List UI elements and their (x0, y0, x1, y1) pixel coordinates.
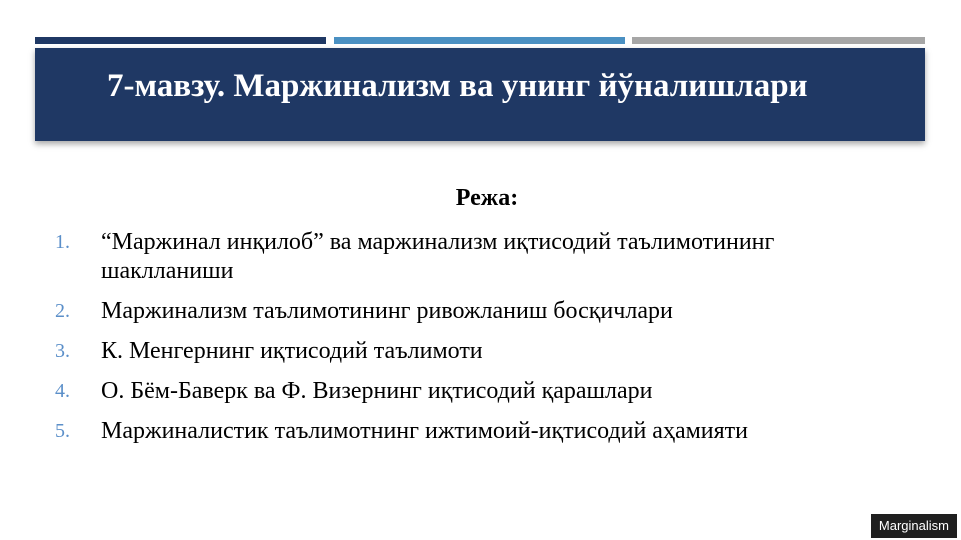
list-item-number: 1. (55, 231, 70, 253)
footer-badge: Marginalism (871, 514, 957, 538)
title-banner (35, 48, 925, 141)
list-item (55, 297, 905, 326)
top-accent-bar-navy (35, 37, 326, 44)
list-item-text: Маржинализм таълимотининг ривожланиш босқичлари (101, 298, 673, 324)
list-item-number: 3. (55, 340, 70, 362)
plan-list (55, 228, 905, 457)
list-item (55, 228, 905, 286)
top-accent-bar-gray (632, 37, 925, 44)
list-item (55, 337, 905, 366)
plan-heading: Режа: (455, 185, 519, 211)
list-item-number: 4. (55, 380, 70, 402)
list-item (55, 417, 905, 446)
top-accent-bar-blue (334, 37, 625, 44)
list-item-text: К. Менгернинг иқтисодий таълимоти (101, 338, 483, 364)
list-item-number: 2. (55, 300, 70, 322)
slide-title: 7-мавзу. Маржинализм ва унинг йўналишлари (107, 68, 808, 104)
list-item-text: О. Бём-Баверк ва Ф. Визернинг иқтисодий қарашлари (101, 378, 653, 404)
list-item-number: 5. (55, 420, 70, 442)
list-item (55, 377, 905, 406)
list-item-text: “Маржинал инқилоб” ва маржинализм иқтисодий таълимотининг шаклланиши (101, 229, 775, 284)
list-item-text: Маржиналистик таълимотнинг ижтимоий-иқтисодий аҳамияти (101, 418, 749, 444)
